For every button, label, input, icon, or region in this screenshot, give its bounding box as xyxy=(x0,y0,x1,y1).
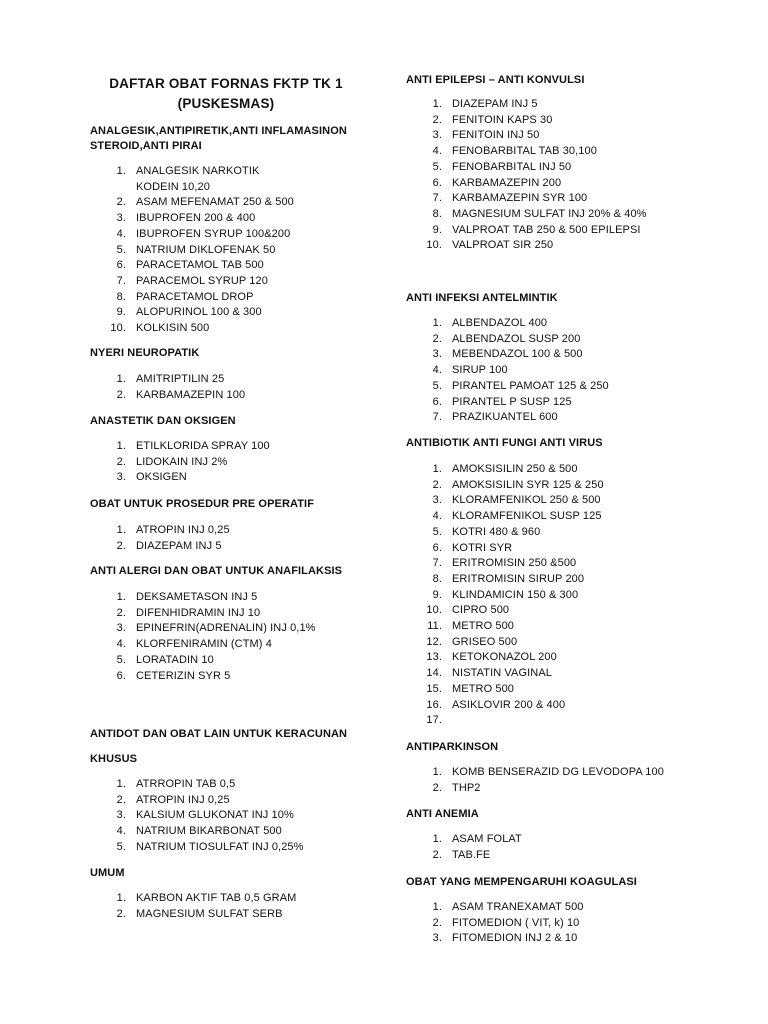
document-title xyxy=(88,74,364,114)
list-item-text: FITOMEDION INJ 2 & 10 xyxy=(452,932,578,945)
list-item xyxy=(418,347,583,362)
list-item-number: 2. xyxy=(432,781,442,794)
list-item xyxy=(418,666,552,681)
list-item xyxy=(418,832,522,847)
section-heading-antelmintik: ANTI INFEKSI ANTELMINTIK xyxy=(406,292,558,304)
list-item xyxy=(418,316,547,331)
list-item xyxy=(418,900,584,915)
list-item-text: MAGNESIUM SULFAT SERB xyxy=(136,907,283,920)
list-item xyxy=(102,455,227,470)
list-item xyxy=(102,669,230,684)
list-item-text: PARACETAMOL TAB 500 xyxy=(136,259,264,272)
list-item-number: 5. xyxy=(116,243,126,256)
list-item xyxy=(418,765,664,780)
list-item-number: 2. xyxy=(116,606,126,619)
section-heading-preoperatif: OBAT UNTUK PROSEDUR PRE OPERATIF xyxy=(90,498,315,510)
list-item-text: AMOKSISILIN 250 & 500 xyxy=(452,463,578,475)
list-item-text: NISTATIN VAGINAL xyxy=(452,667,553,680)
list-item-text: KOLKISIN 500 xyxy=(136,322,210,334)
list-item-number: 2. xyxy=(432,848,442,861)
section-heading-analgesik-1: ANALGESIK,ANTIPIRETIK,ANTI INFLAMASINON xyxy=(90,125,347,137)
list-item-number: 16. xyxy=(426,698,442,711)
list-item-text: DIFENHIDRAMIN INJ 10 xyxy=(136,606,261,619)
list-item xyxy=(418,238,553,253)
list-item-text: PARACEMOL SYRUP 120 xyxy=(136,274,268,287)
list-item-number: 4. xyxy=(116,227,126,240)
list-item-text: NATRIUM BIKARBONAT 500 xyxy=(136,825,282,838)
list-item-text: KALSIUM GLUKONAT INJ 10% xyxy=(136,809,294,822)
list-item xyxy=(418,650,557,665)
list-item xyxy=(102,824,282,839)
list-item-number: 1. xyxy=(432,463,442,475)
list-item-number: 8. xyxy=(116,290,126,303)
list-item xyxy=(418,556,576,571)
list-item-text: ASAM FOLAT xyxy=(452,833,522,845)
list-item xyxy=(102,274,268,289)
list-item-number: 1. xyxy=(432,901,442,913)
list-item xyxy=(102,305,262,320)
list-item-number: 1. xyxy=(432,766,442,778)
list-item xyxy=(418,916,579,931)
list-item-number: 1. xyxy=(116,165,126,177)
list-item-text: KARBAMAZEPIN SYR 100 xyxy=(452,192,588,205)
list-item xyxy=(418,713,452,728)
list-item-number: 1. xyxy=(116,892,126,904)
list-item-number: 2. xyxy=(116,793,126,806)
title-line-2: (PUSKESMAS) xyxy=(177,96,275,111)
list-item xyxy=(418,332,580,347)
list-item xyxy=(102,195,294,210)
list-item xyxy=(102,439,270,454)
list-item-text: ATROPIN INJ 0,25 xyxy=(136,793,230,806)
list-item xyxy=(418,462,578,477)
list-item-number: 2. xyxy=(116,455,126,468)
list-item-text: KARBON AKTIF TAB 0,5 GRAM xyxy=(136,892,297,904)
list-item-number: 5. xyxy=(432,160,442,173)
list-item xyxy=(102,321,209,336)
list-item-text: NATRIUM TIOSULFAT INJ 0,25% xyxy=(136,840,304,853)
section-heading-analgesik-2: STEROID,ANTI PIRAI xyxy=(90,140,202,152)
list-item-number: 6. xyxy=(116,669,126,682)
list-item xyxy=(102,227,290,242)
list-item-number: 5. xyxy=(116,840,126,853)
list-item-number: 9. xyxy=(116,306,126,319)
list-item xyxy=(102,590,257,605)
section-heading-antidot: ANTIDOT DAN OBAT LAIN UNTUK KERACUNAN xyxy=(90,728,348,740)
list-item-text: KOTRI SYR xyxy=(452,541,513,554)
list-item-text: KODEIN 10,20 xyxy=(136,180,210,193)
list-item-number: 9. xyxy=(432,588,442,601)
list-item-text: EPINEFRIN(ADRENALIN) INJ 0,1% xyxy=(136,622,316,635)
list-item xyxy=(418,113,552,128)
list-item xyxy=(102,388,245,403)
list-item-text: PRAZIKUANTEL 600 xyxy=(452,411,558,424)
list-item xyxy=(418,410,558,425)
list-item xyxy=(418,931,577,946)
list-item-text: LORATADIN 10 xyxy=(136,653,214,666)
list-item-number: 3. xyxy=(432,348,442,361)
list-item-text: KLINDAMICIN 150 & 300 xyxy=(452,588,579,601)
list-item-number: 2. xyxy=(116,388,126,401)
list-item-text: KOMB BENSERAZID DG LEVODOPA 100 xyxy=(452,766,664,778)
list-item-number: 3. xyxy=(116,471,126,484)
list-item-number: 13. xyxy=(426,651,442,664)
list-item-number: 1. xyxy=(116,778,126,790)
list-item-number: 10. xyxy=(110,322,126,334)
section-heading-koagulasi: OBAT YANG MEMPENGARUHI KOAGULASI xyxy=(406,876,637,888)
list-item-number: 6. xyxy=(432,541,442,554)
list-item xyxy=(102,243,275,258)
list-item xyxy=(418,509,602,524)
list-item xyxy=(102,793,230,808)
list-item-number: 12. xyxy=(426,635,442,648)
list-item-text: CETERIZIN SYR 5 xyxy=(136,669,231,682)
list-item xyxy=(102,606,260,621)
list-item xyxy=(418,191,587,206)
list-item-number: 3. xyxy=(432,494,442,507)
list-item xyxy=(418,144,597,159)
section-heading-antibiotik: ANTIBIOTIK ANTI FUNGI ANTI VIRUS xyxy=(406,437,603,449)
list-item xyxy=(102,539,222,554)
list-item-number: 2. xyxy=(432,332,442,345)
list-item-number: 1. xyxy=(432,98,442,110)
list-item xyxy=(418,363,508,378)
list-item-number: 8. xyxy=(432,207,442,220)
list-item-text: TAB.FE xyxy=(452,848,491,861)
list-item-number: 9. xyxy=(432,223,442,236)
list-item xyxy=(418,848,490,863)
list-item xyxy=(102,891,296,906)
section-heading-umum: UMUM xyxy=(90,867,125,879)
list-item-number: 1. xyxy=(116,440,126,452)
list-item-text: NATRIUM DIKLOFENAK 50 xyxy=(136,243,276,256)
list-item-number: 1. xyxy=(432,317,442,329)
list-item xyxy=(102,621,316,636)
list-item-text: ATROPIN INJ 0,25 xyxy=(136,524,230,536)
list-item-text: AMITRIPTILIN 25 xyxy=(136,373,225,385)
list-item xyxy=(102,180,210,195)
list-item-number: 6. xyxy=(116,259,126,272)
list-item-text: ERITROMISIN SIRUP 200 xyxy=(452,572,585,585)
list-item-number: 3. xyxy=(116,809,126,822)
list-item xyxy=(102,372,224,387)
list-item-number: 14. xyxy=(426,667,442,680)
list-item-text: IBUPROFEN SYRUP 100&200 xyxy=(136,227,291,240)
list-item-text: GRISEO 500 xyxy=(452,635,518,648)
list-item-text: ASAM TRANEXAMAT 500 xyxy=(452,901,584,913)
list-item-text: VALPROAT SIR 250 xyxy=(452,239,554,252)
list-item-number: 7. xyxy=(116,274,126,287)
list-item xyxy=(418,698,565,713)
list-item-text: MEBENDAZOL 100 & 500 xyxy=(452,348,583,361)
list-item-number: 8. xyxy=(432,572,442,585)
list-item-number: 10. xyxy=(426,239,442,252)
list-item-number: 4. xyxy=(432,510,442,523)
list-item xyxy=(418,603,509,618)
list-item xyxy=(418,223,641,238)
list-item-number: 5. xyxy=(432,379,442,392)
list-item-number: 5. xyxy=(116,653,126,666)
list-item-text: KARBAMAZEPIN 200 xyxy=(452,176,562,189)
list-item-number: 4. xyxy=(116,825,126,838)
list-item xyxy=(102,637,272,652)
list-item-number: 6. xyxy=(432,176,442,189)
list-item-text: PARACETAMOL DROP xyxy=(136,290,254,303)
list-item-number: 17. xyxy=(426,714,442,727)
list-item-number: 15. xyxy=(426,682,442,695)
list-item-number: 7. xyxy=(432,411,442,424)
list-item xyxy=(102,258,264,273)
list-item-number: 2. xyxy=(116,539,126,552)
list-item-text: KLORAMFENIKOL SUSP 125 xyxy=(452,510,602,523)
list-item-text: DEKSAMETASON INJ 5 xyxy=(136,591,258,603)
list-item xyxy=(102,777,235,792)
list-item-text: METRO 500 xyxy=(452,682,515,695)
list-item-text: IBUPROFEN 200 & 400 xyxy=(136,212,256,225)
list-item xyxy=(102,470,187,485)
list-item-number: 3. xyxy=(116,622,126,635)
list-item-number: 6. xyxy=(432,395,442,408)
list-item-text: FENOBARBITAL TAB 30,100 xyxy=(452,145,597,158)
section-heading-epilepsi: ANTI EPILEPSI – ANTI KONVULSI xyxy=(406,74,585,86)
list-item-number: 1. xyxy=(116,524,126,536)
list-item-text: ALOPURINOL 100 & 300 xyxy=(136,306,262,319)
list-item-text: FENITOIN KAPS 30 xyxy=(452,113,553,126)
list-item-number: 3. xyxy=(432,129,442,142)
list-item-number: 10. xyxy=(426,604,442,617)
list-item xyxy=(418,572,584,587)
list-item xyxy=(418,682,514,697)
list-item-number: 4. xyxy=(432,145,442,158)
list-item-text: MAGNESIUM SULFAT INJ 20% & 40% xyxy=(452,207,647,220)
list-item-number: 2. xyxy=(432,113,442,126)
list-item xyxy=(102,653,214,668)
list-item-text: DIAZEPAM INJ 5 xyxy=(452,98,538,110)
list-item-text: CIPRO 500 xyxy=(452,604,510,617)
list-item-number: 7. xyxy=(432,192,442,205)
list-item-number: 1. xyxy=(432,833,442,845)
list-item-text: ETILKLORIDA SPRAY 100 xyxy=(136,440,270,452)
list-item xyxy=(418,128,539,143)
list-item-number: 1. xyxy=(116,373,126,385)
title-line-1: DAFTAR OBAT FORNAS FKTP TK 1 xyxy=(109,76,343,91)
list-item-text: FENITOIN INJ 50 xyxy=(452,129,540,142)
list-item-number: 1. xyxy=(116,591,126,603)
list-item-text: KETOKONAZOL 200 xyxy=(452,651,557,664)
section-heading-anastetik: ANASTETIK DAN OKSIGEN xyxy=(90,415,236,427)
section-heading-antianemia: ANTI ANEMIA xyxy=(406,808,479,820)
section-heading-antiparkinson: ANTIPARKINSON xyxy=(406,741,499,753)
list-item-number: 3. xyxy=(432,932,442,945)
list-item xyxy=(418,541,512,556)
list-item-text: KLORFENIRAMIN (CTM) 4 xyxy=(136,638,272,651)
list-item-text: AMOKSISILIN SYR 125 & 250 xyxy=(452,478,604,491)
list-item xyxy=(102,523,230,538)
list-item-text: KOTRI 480 & 960 xyxy=(452,525,541,538)
list-item-text: ALBENDAZOL SUSP 200 xyxy=(452,332,581,345)
list-item-text: KLORAMFENIKOL 250 & 500 xyxy=(452,494,601,507)
list-item-text: ANALGESIK NARKOTIK xyxy=(136,165,260,177)
list-item-number: 2. xyxy=(432,916,442,929)
list-item-text: DIAZEPAM INJ 5 xyxy=(136,539,222,552)
list-item-number: 2. xyxy=(432,478,442,491)
list-item-text: METRO 500 xyxy=(452,620,515,632)
list-item xyxy=(418,97,538,112)
list-item-number: 4. xyxy=(432,364,442,377)
list-item xyxy=(418,493,601,508)
list-item-number: 7. xyxy=(432,557,442,570)
section-heading-khusus: KHUSUS xyxy=(90,753,138,765)
section-heading-antialergi: ANTI ALERGI DAN OBAT UNTUK ANAFILAKSIS xyxy=(90,565,343,577)
section-heading-neuropatik: NYERI NEUROPATIK xyxy=(90,347,200,359)
list-item-text: ASAM MEFENAMAT 250 & 500 xyxy=(136,196,294,209)
list-item xyxy=(418,635,517,650)
list-item xyxy=(418,176,561,191)
list-item-number: 2. xyxy=(116,907,126,920)
list-item-number: 3. xyxy=(116,212,126,225)
list-item-text: PIRANTEL P SUSP 125 xyxy=(452,395,572,408)
list-item-number: 5. xyxy=(432,525,442,538)
list-item-text: PIRANTEL PAMOAT 125 & 250 xyxy=(452,379,609,392)
list-item xyxy=(418,379,609,394)
list-item xyxy=(102,211,255,226)
list-item xyxy=(102,164,259,179)
list-item xyxy=(418,207,647,222)
list-item-number: 2. xyxy=(116,196,126,209)
list-item-text: ASIKLOVIR 200 & 400 xyxy=(452,698,566,711)
list-item-text: SIRUP 100 xyxy=(452,364,508,377)
list-item-number: 11. xyxy=(427,620,442,632)
list-item xyxy=(418,160,571,175)
list-item xyxy=(418,619,514,634)
list-item-text: FENOBARBITAL INJ 50 xyxy=(452,160,572,173)
list-item xyxy=(418,478,604,493)
list-item xyxy=(102,808,294,823)
list-item-text: KARBAMAZEPIN 100 xyxy=(136,388,246,401)
list-item xyxy=(102,290,254,305)
list-item-number: 4. xyxy=(116,638,126,651)
list-item xyxy=(418,525,540,540)
list-item xyxy=(418,588,578,603)
list-item xyxy=(418,395,572,410)
list-item xyxy=(102,907,283,922)
list-item-text: THP2 xyxy=(452,781,481,794)
list-item-text: OKSIGEN xyxy=(136,471,187,484)
list-item xyxy=(102,840,304,855)
list-item-text: FITOMEDION ( VIT, k) 10 xyxy=(452,916,580,929)
list-item-text: LIDOKAIN INJ 2% xyxy=(136,455,228,468)
list-item-text: ERITROMISIN 250 &500 xyxy=(452,557,577,570)
list-item-text: ATRROPIN TAB 0,5 xyxy=(136,778,236,790)
list-item-text: VALPROAT TAB 250 & 500 EPILEPSI xyxy=(452,223,641,236)
list-item-text: ALBENDAZOL 400 xyxy=(452,317,548,329)
list-item xyxy=(418,781,481,796)
